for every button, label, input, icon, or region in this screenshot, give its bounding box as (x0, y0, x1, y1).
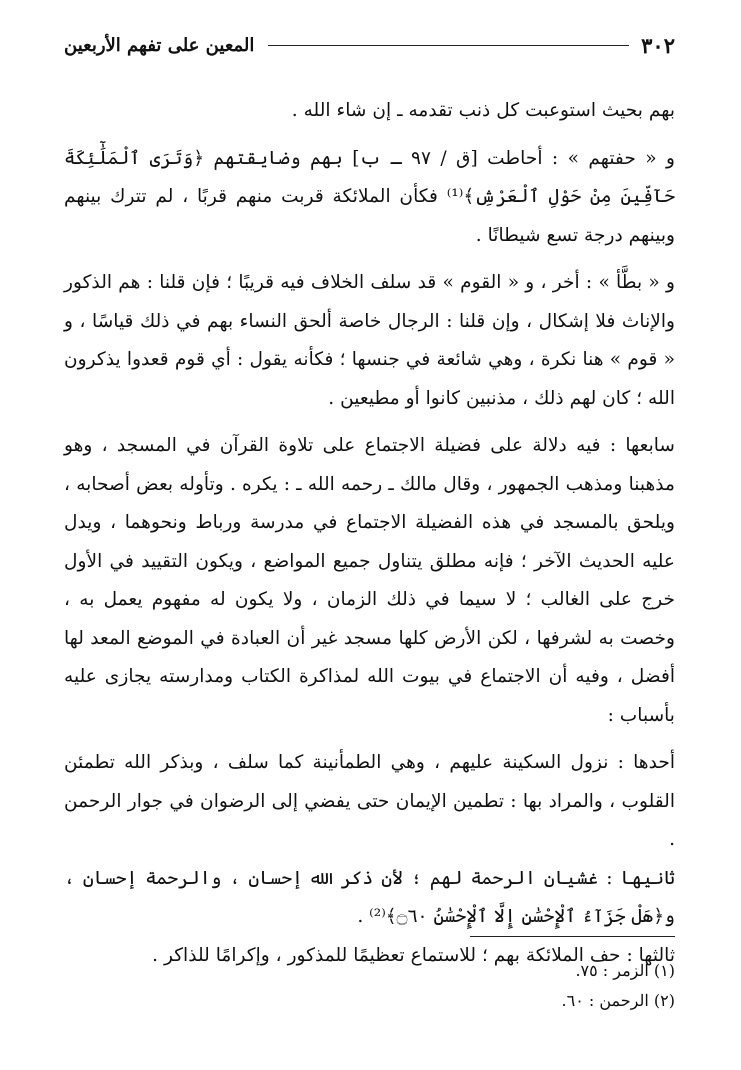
paragraph-5: أحدها : نزول السكينة عليهم ، وهي الطمأنينة كما سلف ، وبذكر الله تطمئن القلوب ، والمراد بها : تطمين الإيمان حتى يفضي إلى الرضوان في جوار الرحمن . (64, 752, 675, 850)
footnote-1: (١) الزمر : ٧٥. (575, 961, 675, 980)
paragraph-3: و « بطَّأ » : أخر ، و « القوم » قد سلف الخلاف فيه قريبًا ؛ فإن قلنا : هم الذكور والإناث فلا إشكال ، وإن قلنا : الرجال خاصة ألحق النساء بهم في ذلك قياسًا ، و « قوم » هنا نكرة ، وهي شائعة في جنسها ؛ فكأنه يقول : أي قوم قعدوا يذكرون الله ؛ كان لهم ذلك ، مذنبين كانوا أو مطيعين . (64, 272, 675, 409)
paragraph-4: سابعها : فيه دلالة على فضيلة الاجتماع على تلاوة القرآن في المسجد ، وهو مذهبنا ومذهب الجمهور ، وقال مالك ـ رحمه الله ـ : يكره . وتأوله بعض أصحابه ، ويلحق بالمسجد في هذه الفضيلة الاجتماع في مدرسة ورباط ونحوهما ، ويدل عليه الحديث الآخر ؛ فإنه مطلق يتناول جميع المواضع ، ويكون التقييد في الأول خرج على الغالب ؛ لا سيما في ذلك الزمان ، ولا يكون له مفهوم يعمل به ، وخصت به لشرفها ، لكن الأرض كلها مسجد غير أن العبادة في الموضع المعد لها أفضل ، وفيه أن الاجتماع في بيوت الله لمذاكرة الكتاب ومدارسته يجازى عليه بأسباب : (64, 435, 675, 726)
paragraph-7: ثالثها : حف الملائكة بهم ؛ للاستماع تعظيمًا للمذكور ، وإكرامًا للذاكر . (152, 944, 675, 966)
page-number: ٣٠٢ (641, 32, 675, 58)
header-rule (268, 45, 629, 46)
paragraph-2: و « حفتهم » : أحاطت [ق / ٩٧ ـ ب] بهم وضايقتهم ﴿وَتَرَى ٱلْمَلَٰٓئِكَةَ حَآفِّينَ مِنْ حَوْلِ ٱلْعَرْشِ﴾⁽¹⁾ فكأن الملائكة قربت منهم قربًا ، لم تترك بينهم وبينهم درجة تسع شيطانًا . (64, 147, 675, 246)
page-header (64, 30, 675, 60)
main-text (64, 92, 675, 975)
running-title: المعين على تفهم الأربعين (64, 34, 255, 56)
footnotes (64, 956, 675, 1016)
footnote-separator (470, 936, 675, 937)
footnote-2: (٢) الرحمن : ٦٠. (561, 991, 675, 1010)
paragraph-6: ثانيها : غشيان الرحمة لهم ؛ لأن ذكر الله إحسان ، والرحمة إحسان ، و﴿هَلْ جَزَآءُ ٱلْإِحْسَٰنِ إِلَّا ٱلْإِحْسَٰنُ ۝٦٠﴾⁽²⁾ . (64, 867, 675, 927)
paragraph-1: بهم بحيث استوعبت كل ذنب تقدمه ـ إن شاء الله . (291, 100, 675, 121)
